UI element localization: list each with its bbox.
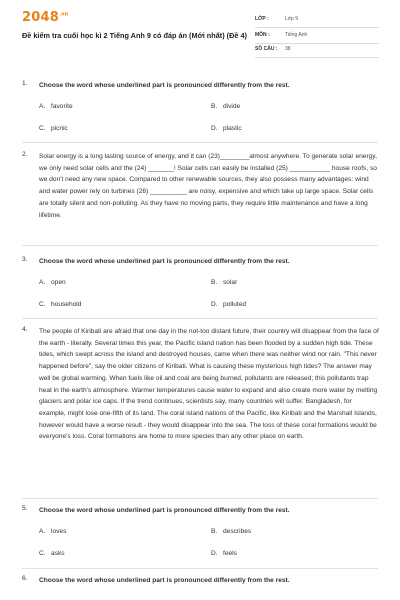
meta-subject-label: MÔN : bbox=[255, 32, 270, 38]
meta-subject-value: Tiếng Anh bbox=[285, 32, 308, 38]
divider bbox=[22, 498, 378, 499]
option-b[interactable] bbox=[211, 103, 240, 110]
meta-class-value: Lớp 9 bbox=[285, 16, 299, 22]
option-text: plastic bbox=[223, 125, 242, 132]
meta-count-label: SỐ CÂU : bbox=[255, 46, 278, 52]
question-number: 4. bbox=[22, 326, 28, 333]
option-letter: C. bbox=[39, 301, 46, 308]
meta-class-label: LỚP : bbox=[255, 16, 269, 22]
question-prompt: Choose the word whose underlined part is pronounced differently from the rest. bbox=[39, 577, 290, 584]
option-letter: C. bbox=[39, 550, 46, 557]
question-number: 5. bbox=[22, 505, 28, 512]
document-title: Đề kiểm tra cuối học kì 2 Tiếng Anh 9 có đáp án (Mới nhất) (Đề 4) bbox=[22, 31, 247, 40]
option-text: household bbox=[51, 301, 82, 308]
option-text: favorite bbox=[51, 103, 73, 110]
option-a[interactable] bbox=[39, 103, 73, 110]
option-letter: D. bbox=[211, 550, 218, 557]
option-letter: C. bbox=[39, 125, 46, 132]
passage-text: The people of Kiribati are afraid that one day in the not-too distant future, their country will disappear from the face of the earth - literally. Several times this year, the Pacific island nation has been flooded by a sudden high tide. These tides, which swept across the island and destroyed houses, came when there was neither wind nor rain. "This never happened before", say the older citizens of Kiribati. What is causing these mysterious high tides? The answer may well be global warming. When fuels like oil and coal are being burned, pollutants are released; this pollutants trap heat in the earth's atmosphere. Warmer temperatures cause water to expand and also create more water by melting glaciers and polar ice caps. If the trend continues, scientists say, many countries will suffer. Bangladesh, for example, might lose one-fifth of its land. The coral island nations of the Pacific, like Kiribati and the Marshall Islands, however would have a worse result - they would disappear into the sea. The loss of these coral formations would be everyone's loss. Coral formations are home to more species than any other place on earth. bbox=[39, 328, 379, 441]
question-prompt: Choose the word whose underlined part is pronounced differently from the rest. bbox=[39, 507, 290, 514]
option-text: loves bbox=[51, 528, 67, 535]
passage-text: Solar energy is a long lasting source of energy, and it can (23)________almost anywhere. To generate solar energy, we only need solar cells and the (24) _______! Solar cells can easily be installed (25) ___________ house roofs, so we don't need any new space. Compared to other renewable sources, they also possess many advantages: wind and water power rely on turbines (26) __________ are noisy, expensive and which take up large space. Solar cells are totally silent and non-polluting. As they have no moving parts, they require little maintenance and have a long lifetime. bbox=[39, 153, 377, 219]
option-letter: D. bbox=[211, 125, 218, 132]
meta-class bbox=[255, 13, 379, 28]
option-d[interactable] bbox=[211, 301, 246, 308]
option-a[interactable] bbox=[39, 528, 66, 535]
question-number: 1. bbox=[22, 80, 28, 87]
option-text: open bbox=[51, 279, 66, 286]
option-d[interactable] bbox=[211, 125, 242, 132]
option-text: picnic bbox=[51, 125, 68, 132]
option-letter: A. bbox=[39, 528, 46, 535]
option-letter: D. bbox=[211, 301, 218, 308]
divider bbox=[22, 568, 378, 569]
option-text: polluted bbox=[223, 301, 247, 308]
option-b[interactable] bbox=[211, 279, 237, 286]
meta-count-value: 38 bbox=[285, 46, 291, 52]
option-a[interactable] bbox=[39, 279, 66, 286]
option-text: asks bbox=[51, 550, 65, 557]
site-logo[interactable] bbox=[22, 10, 68, 25]
option-d[interactable] bbox=[211, 550, 237, 557]
logo-suffix: .vn bbox=[58, 11, 69, 18]
meta-subject bbox=[255, 29, 379, 44]
option-text: solar bbox=[223, 279, 238, 286]
option-letter: B. bbox=[211, 528, 218, 535]
question-number: 3. bbox=[22, 256, 28, 263]
option-text: divide bbox=[223, 103, 241, 110]
page-header bbox=[0, 0, 400, 64]
option-c[interactable] bbox=[39, 550, 65, 557]
divider bbox=[22, 142, 378, 143]
meta-count bbox=[255, 43, 379, 58]
divider bbox=[22, 318, 378, 319]
option-b[interactable] bbox=[211, 528, 251, 535]
question-number: 2. bbox=[22, 151, 28, 158]
logo-text: 2048 bbox=[22, 10, 59, 25]
question-prompt: Choose the word whose underlined part is pronounced differently from the rest. bbox=[39, 82, 290, 89]
option-letter: A. bbox=[39, 103, 46, 110]
divider bbox=[22, 245, 378, 246]
option-text: feels bbox=[223, 550, 237, 557]
question-prompt: Choose the word whose underlined part is pronounced differently from the rest. bbox=[39, 258, 290, 265]
option-letter: B. bbox=[211, 279, 218, 286]
option-c[interactable] bbox=[39, 125, 68, 132]
option-c[interactable] bbox=[39, 301, 81, 308]
option-text: describes bbox=[223, 528, 252, 535]
option-letter: A. bbox=[39, 279, 46, 286]
question-number: 6. bbox=[22, 575, 28, 582]
option-letter: B. bbox=[211, 103, 218, 110]
